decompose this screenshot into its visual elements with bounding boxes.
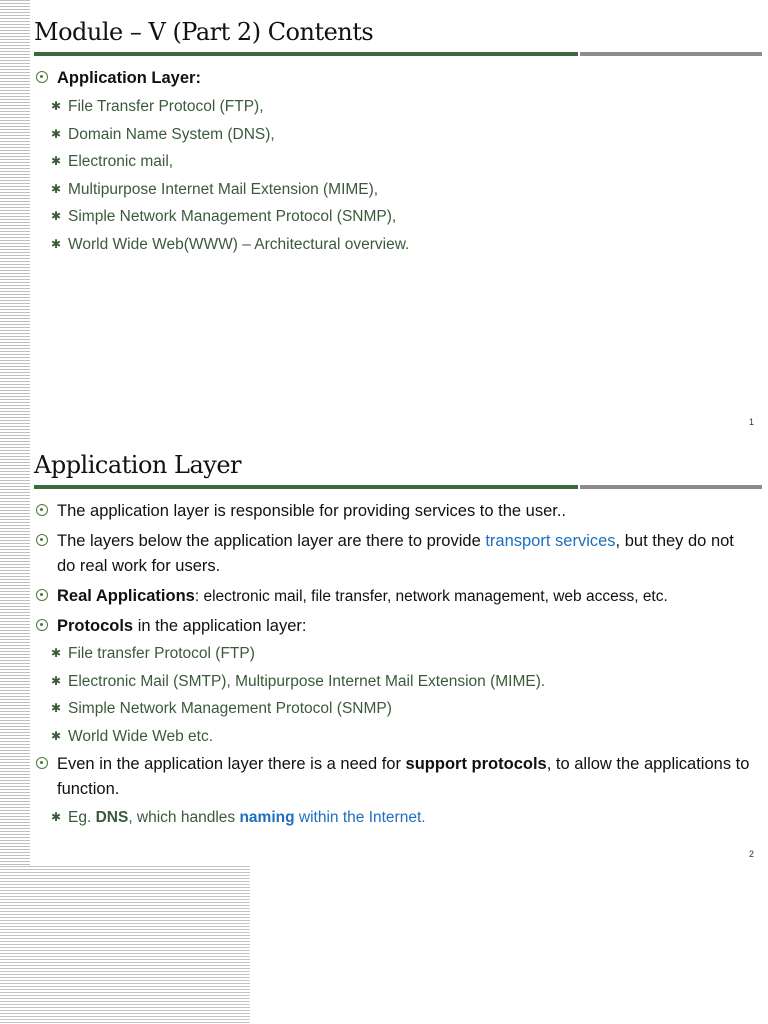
bullet-bold-text: support protocols [405, 755, 547, 773]
star-bullet-icon: ✱ [51, 810, 62, 824]
bullet-text: , but they do not do real work for users. [57, 532, 734, 575]
slide-title: Application Layer [34, 451, 241, 479]
sub-item-text: File transfer Protocol (FTP) [68, 645, 255, 662]
star-bullet-icon: ✱ [51, 701, 62, 715]
slide-content [34, 66, 754, 258]
circle-bullet-icon [36, 534, 48, 546]
background-stripes [0, 866, 250, 1024]
slide-1 [0, 0, 768, 432]
bullet-bold-text: Real Applications [57, 587, 195, 605]
naming-link: naming [239, 809, 295, 826]
bullet-text: Even in the application layer there is a need for [57, 755, 406, 773]
bullet-item [34, 752, 754, 802]
bullet-text: : electronic mail, file transfer, network management, web access, etc. [194, 588, 668, 605]
dns-bold-text: DNS [95, 809, 129, 826]
bullet-text: The application layer is responsible for providing services to the user.. [57, 502, 567, 520]
sub-item-text: World Wide Web(WWW) – Architectural overview. [68, 235, 410, 253]
star-bullet-icon: ✱ [51, 126, 62, 141]
sub-item [34, 93, 754, 121]
title-rule-green [34, 485, 578, 489]
bullet-item [34, 66, 754, 91]
sub-item [34, 203, 754, 231]
sub-item-text: Electronic Mail (SMTP), Multipurpose Internet Mail Extension (MIME). [68, 672, 546, 690]
bullet-text: , to allow the applications to function. [57, 755, 750, 798]
sub-item-text: Simple Network Management Protocol (SNMP), [68, 208, 397, 225]
sub-item-text: World Wide Web etc. [68, 727, 214, 745]
star-bullet-icon: ✱ [51, 236, 62, 251]
title-rule-green [34, 52, 578, 56]
sub-item-text: Domain Name System (DNS), [68, 125, 275, 143]
page-number: 1 [748, 417, 754, 427]
circle-bullet-icon [36, 589, 48, 601]
slide-title: Module – V (Part 2) Contents [34, 18, 374, 46]
sub-item [34, 695, 754, 723]
title-rule-gray [580, 485, 762, 489]
bullet-heading: Application Layer: [57, 69, 201, 87]
star-bullet-icon: ✱ [51, 646, 62, 660]
sub-item-text: , which handles [128, 809, 240, 826]
sub-item [34, 804, 754, 832]
bullet-item [34, 614, 754, 639]
bullet-text: The layers below the application layer are there to provide [57, 532, 486, 550]
star-bullet-icon: ✱ [51, 99, 62, 113]
star-bullet-icon: ✱ [51, 728, 62, 743]
slide-stripe-decoration [0, 0, 30, 432]
star-bullet-icon: ✱ [51, 673, 62, 688]
sub-item [34, 148, 754, 176]
bullet-item [34, 499, 754, 524]
sub-item-link-text: within the Internet. [294, 809, 426, 826]
sub-item [34, 121, 754, 149]
sub-item [34, 231, 754, 259]
bullet-text: in the application layer: [133, 617, 307, 635]
sub-item [34, 668, 754, 696]
circle-bullet-icon [36, 71, 48, 83]
page-number: 2 [748, 849, 754, 859]
sub-item [34, 723, 754, 751]
sub-item-text: Simple Network Management Protocol (SNMP) [68, 700, 392, 717]
star-bullet-icon: ✱ [51, 154, 62, 168]
circle-bullet-icon [36, 619, 48, 631]
sub-item-text: File Transfer Protocol (FTP), [68, 98, 264, 115]
slide-content [34, 499, 754, 832]
transport-services-link: transport services [485, 532, 616, 550]
sub-item-text: Eg. [68, 809, 96, 826]
star-bullet-icon: ✱ [51, 181, 62, 196]
circle-bullet-icon [36, 504, 48, 516]
sub-item [34, 176, 754, 204]
circle-bullet-icon [36, 757, 48, 769]
bullet-item [34, 584, 754, 609]
bullet-bold-text: Protocols [57, 617, 134, 635]
sub-item-text: Electronic mail, [68, 153, 174, 170]
bullet-item [34, 529, 754, 579]
slide-stripe-decoration [0, 432, 30, 866]
sub-item [34, 640, 754, 668]
slide-2 [0, 432, 768, 866]
sub-item-text: Multipurpose Internet Mail Extension (MIME), [68, 180, 379, 198]
star-bullet-icon: ✱ [51, 209, 62, 223]
title-rule-gray [580, 52, 762, 56]
